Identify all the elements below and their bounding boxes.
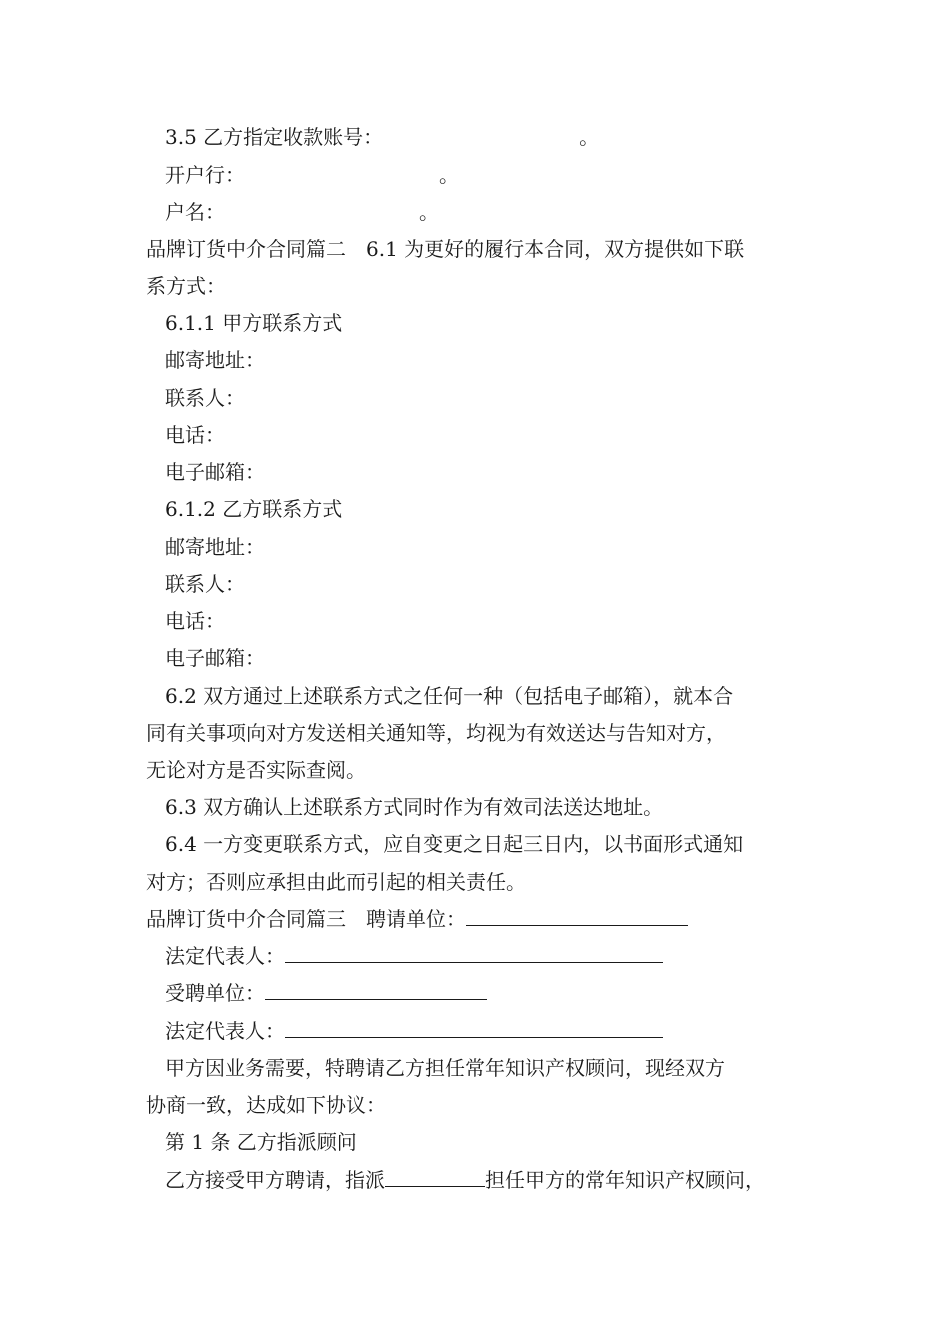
clause-6-4-line-1: 6.4 一方变更联系方式，应自变更之日起三日内，以书面形式通知 xyxy=(165,832,744,856)
party-b-contact-heading: 6.1.2 乙方联系方式 xyxy=(165,497,343,521)
employee-unit-blank xyxy=(265,981,487,1000)
employee-unit-label: 受聘单位： xyxy=(165,981,265,1005)
party-a-email-label: 电子邮箱： xyxy=(165,460,265,484)
employer-label: 聘请单位： xyxy=(366,907,466,931)
party-b-address-label: 邮寄地址： xyxy=(165,535,265,559)
party-a-phone-label: 电话： xyxy=(165,423,225,447)
legal-rep-line-2 xyxy=(165,1018,663,1044)
legal-rep-line-1 xyxy=(165,943,663,969)
section-three-title: 品牌订货中介合同篇三 xyxy=(146,907,346,931)
bank-label: 开户行： xyxy=(165,163,245,187)
clause-6-2-line-1: 6.2 双方通过上述联系方式之任何一种（包括电子邮箱），就本合 xyxy=(165,684,734,708)
party-a-contact-heading: 6.1.1 甲方联系方式 xyxy=(165,311,343,335)
advisor-name-blank xyxy=(385,1168,485,1187)
legal-rep-blank-2 xyxy=(285,1019,663,1038)
account-name-label: 户名： xyxy=(165,200,225,224)
party-a-contact-person-label: 联系人： xyxy=(165,386,245,410)
legal-rep-label-2: 法定代表人： xyxy=(165,1019,285,1043)
paragraph-line: 系方式： xyxy=(146,274,226,298)
article-1-text-start: 乙方接受甲方聘请，指派 xyxy=(165,1168,385,1192)
employee-unit-line xyxy=(165,980,487,1006)
section-three-line xyxy=(146,906,688,932)
account-name-end: 。 xyxy=(419,200,439,224)
agreement-intro-line-2: 协商一致，达成如下协议： xyxy=(146,1093,386,1117)
article-1-text xyxy=(165,1167,765,1193)
bank-line xyxy=(165,162,459,188)
clause-6-1-text: 6.1 为更好的履行本合同，双方提供如下联 xyxy=(366,237,745,261)
article-1-heading: 第 1 条 乙方指派顾问 xyxy=(165,1130,357,1154)
clause-6-4-line-2: 对方；否则应承担由此而引起的相关责任。 xyxy=(146,870,526,894)
clause-6-3: 6.3 双方确认上述联系方式同时作为有效司法送达地址。 xyxy=(165,795,664,819)
clause-6-2-line-2: 同有关事项向对方发送相关通知等，均视为有效送达与告知对方， xyxy=(146,721,726,745)
account-number-end: 。 xyxy=(579,125,600,149)
legal-rep-label-1: 法定代表人： xyxy=(165,944,285,968)
party-a-address-label: 邮寄地址： xyxy=(165,348,265,372)
party-b-email-label: 电子邮箱： xyxy=(165,646,265,670)
account-number-label: 3.5 乙方指定收款账号： xyxy=(165,125,384,149)
account-name-line xyxy=(165,199,439,225)
employer-blank xyxy=(466,907,688,926)
section-two-line xyxy=(146,236,744,262)
party-b-phone-label: 电话： xyxy=(165,609,225,633)
bank-end: 。 xyxy=(439,163,459,187)
legal-rep-blank-1 xyxy=(285,944,663,963)
agreement-intro-line-1: 甲方因业务需要，特聘请乙方担任常年知识产权顾问，现经双方 xyxy=(165,1056,725,1080)
account-number-line xyxy=(165,124,599,150)
article-1-text-end: 担任甲方的常年知识产权顾问， xyxy=(485,1168,765,1192)
party-b-contact-person-label: 联系人： xyxy=(165,572,245,596)
clause-6-2-line-3: 无论对方是否实际查阅。 xyxy=(146,758,366,782)
section-two-title: 品牌订货中介合同篇二 xyxy=(146,237,346,261)
